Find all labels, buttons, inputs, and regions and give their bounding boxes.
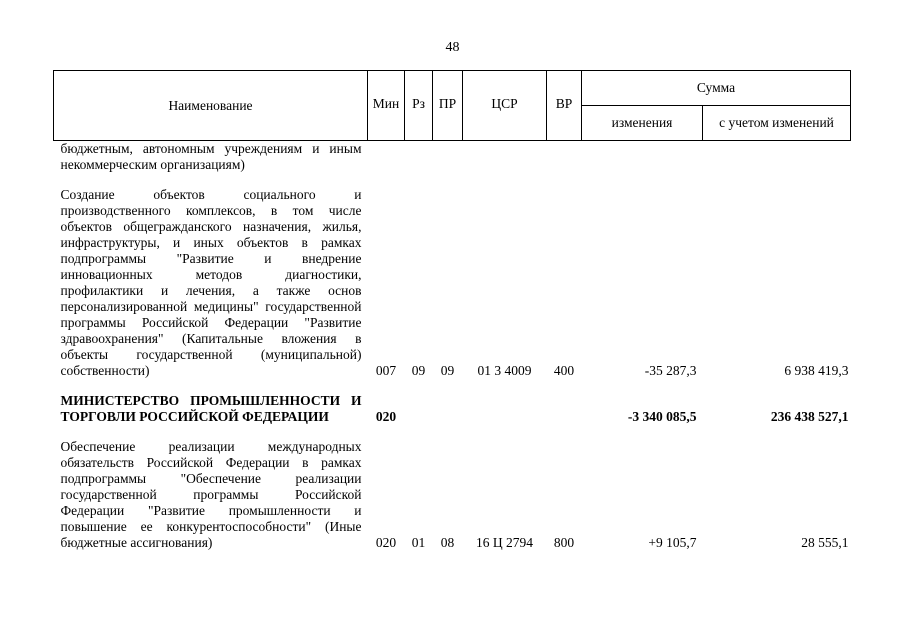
header-name: Наименование [54, 71, 368, 141]
row-name: бюджетным, автономным учреждениям и иным некоммерческим организациям) [60, 141, 362, 172]
row-total: 236 438 527,1 [770, 409, 849, 424]
row-pr [433, 141, 463, 174]
row-min: 020 [375, 535, 397, 550]
row-rz: 09 [411, 363, 426, 378]
row-csr [463, 379, 547, 425]
row-total: 28 555,1 [801, 535, 849, 550]
header-change: изменения [582, 106, 703, 141]
row-name: МИНИСТЕРСТВО ПРОМЫШЛЕННОСТИ И ТОРГОВЛИ РОССИЙСКОЙ ФЕДЕРАЦИИ [60, 393, 362, 424]
row-total [703, 141, 851, 174]
row-min: 020 [375, 409, 397, 424]
row-pr: 08 [440, 535, 455, 550]
row-rz: 01 [411, 535, 426, 550]
row-pr [433, 379, 463, 425]
row-name: Создание объектов социального и производственного комплексов, в том числе объектов общегражданского назначения, жилья, инфраструктуры, и иных объектов в рамках подпрограммы "Развитие и внедрение инновационных методов диагностики, профилактики и лечения, а также основ персонализированной медицины" государственной программы Российской Федерации "Развитие здравоохранения" (Капитальные вложения в объекты государственной (муниципальной) собственности) [60, 187, 362, 378]
row-change [582, 141, 703, 174]
row-change: +9 105,7 [648, 535, 697, 550]
header-sum: Сумма [582, 71, 851, 106]
header-min: Мин [368, 71, 405, 141]
page-number: 48 [445, 40, 460, 55]
row-vr [547, 141, 582, 174]
header-vr: ВР [547, 71, 582, 141]
row-total: 6 938 419,3 [784, 363, 849, 378]
table-row [54, 173, 851, 379]
header-pr: ПР [433, 71, 463, 141]
row-change: -3 340 085,5 [627, 409, 697, 424]
budget-table [53, 70, 851, 551]
table-header [54, 71, 851, 141]
row-csr: 01 3 4009 [477, 363, 532, 378]
row-vr: 400 [553, 363, 575, 378]
row-name: Обеспечение реализации международных обязательств Российской Федерации в рамках подпрограммы "Обеспечение реализации государственной программы Российской Федерации "Развитие промышленности и повышение ее конкурентоспособности" (Иные бюджетные ассигнования) [60, 439, 362, 550]
row-min: 007 [375, 363, 397, 378]
header-csr: ЦСР [463, 71, 547, 141]
row-vr [547, 379, 582, 425]
row-rz [405, 141, 433, 174]
row-pr: 09 [440, 363, 455, 378]
row-csr [463, 141, 547, 174]
row-vr: 800 [553, 535, 575, 550]
table-row [54, 425, 851, 551]
header-rz: Рз [405, 71, 433, 141]
table-row [54, 379, 851, 425]
table-row [54, 141, 851, 174]
row-csr: 16 Ц 2794 [476, 535, 533, 550]
row-change: -35 287,3 [644, 363, 697, 378]
header-with-changes: с учетом изменений [703, 106, 851, 141]
row-min [368, 141, 405, 174]
row-rz [405, 379, 433, 425]
